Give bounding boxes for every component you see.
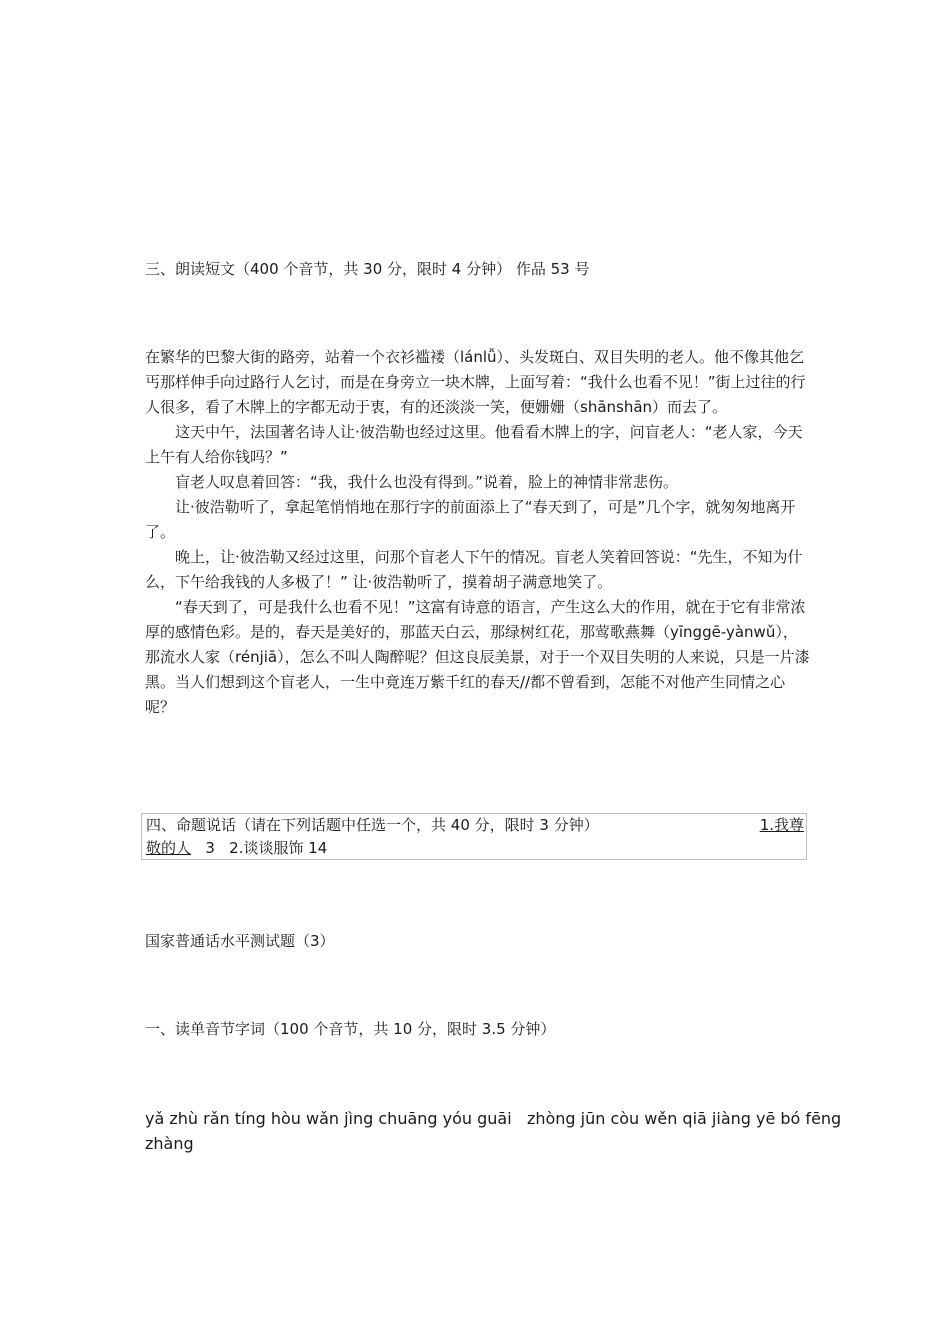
passage-paragraph-2: 这天中午，法国著名诗人让·彼浩勒也经过这里。他看看木牌上的字，问盲老人：“老人家，今天上午有人给你钱吗？” <box>145 423 803 466</box>
topic-row-2 <box>146 837 804 860</box>
topic-1-link-part2[interactable]: 敬的人 <box>146 839 192 857</box>
pinyin-line-2: zhàng <box>145 1134 194 1153</box>
test-3-title: 国家普通话水平测试题（3） <box>145 932 335 950</box>
pinyin-word-list <box>145 1106 842 1156</box>
passage-paragraph-4: 让·彼浩勒听了，拿起笔悄悄地在那行字的前面添上了“春天到了，可是”几个字，就匆匆地离开了。 <box>145 498 796 541</box>
pinyin-line-1: yǎ zhù rǎn tíng hòu wǎn jìng chuāng yóu guāi zhòng jūn còu wěn qiā jiàng yē bó fēng <box>145 1109 842 1128</box>
passage-paragraph-1: 在繁华的巴黎大街的路旁，站着一个衣衫褴褛（lánlǚ）、头发斑白、双目失明的老人。他不像其他乞丐那样伸手向过路行人乞讨，而是在身旁立一块木牌，上面写着：“我什么也看不见！”街上过往的行人很多，看了木牌上的字都无动于衷，有的还淡淡一笑，便姗姗（shānshān）而去了。 <box>145 348 806 416</box>
topic-1-link-part1[interactable]: 1.我尊 <box>759 816 804 834</box>
topic-row-1 <box>146 814 804 837</box>
section-4-heading: 四、命题说话（请在下列话题中任选一个，共 40 分，限时 3 分钟） <box>146 816 599 834</box>
topic-speaking-box <box>141 813 807 860</box>
reading-passage <box>145 345 810 720</box>
section-1-heading: 一、读单音节字词（100 个音节，共 10 分，限时 3.5 分钟） <box>145 1020 556 1038</box>
passage-paragraph-3: 盲老人叹息着回答：“我，我什么也没有得到。”说着，脸上的神情非常悲伤。 <box>175 473 679 491</box>
section-3-heading: 三、朗读短文（400 个音节，共 30 分，限时 4 分钟） 作品 53 号 <box>145 260 590 278</box>
passage-paragraph-5: 晚上，让·彼浩勒又经过这里，问那个盲老人下午的情况。盲老人笑着回答说：“先生，不知为什么，下午给我钱的人多极了！” 让·彼浩勒听了，摸着胡子满意地笑了。 <box>145 548 803 591</box>
topic-list-tail: 3 2.谈谈服饰 14 <box>191 839 328 857</box>
passage-paragraph-6: “春天到了，可是我什么也看不见！”这富有诗意的语言，产生这么大的作用，就在于它有非常浓厚的感情色彩。是的，春天是美好的，那蓝天白云，那绿树红花，那莺歌燕舞（yīnggē-yànwǔ），那流水人家（rénjiā），怎么不叫人陶醉呢？但这良辰美景，对于一个双目失明的人来说，只是一片漆黑。当人们想到这个盲老人，一生中竟连万紫千红的春天//都不曾看到，怎能不对他产生同情之心呢？ <box>145 598 810 716</box>
